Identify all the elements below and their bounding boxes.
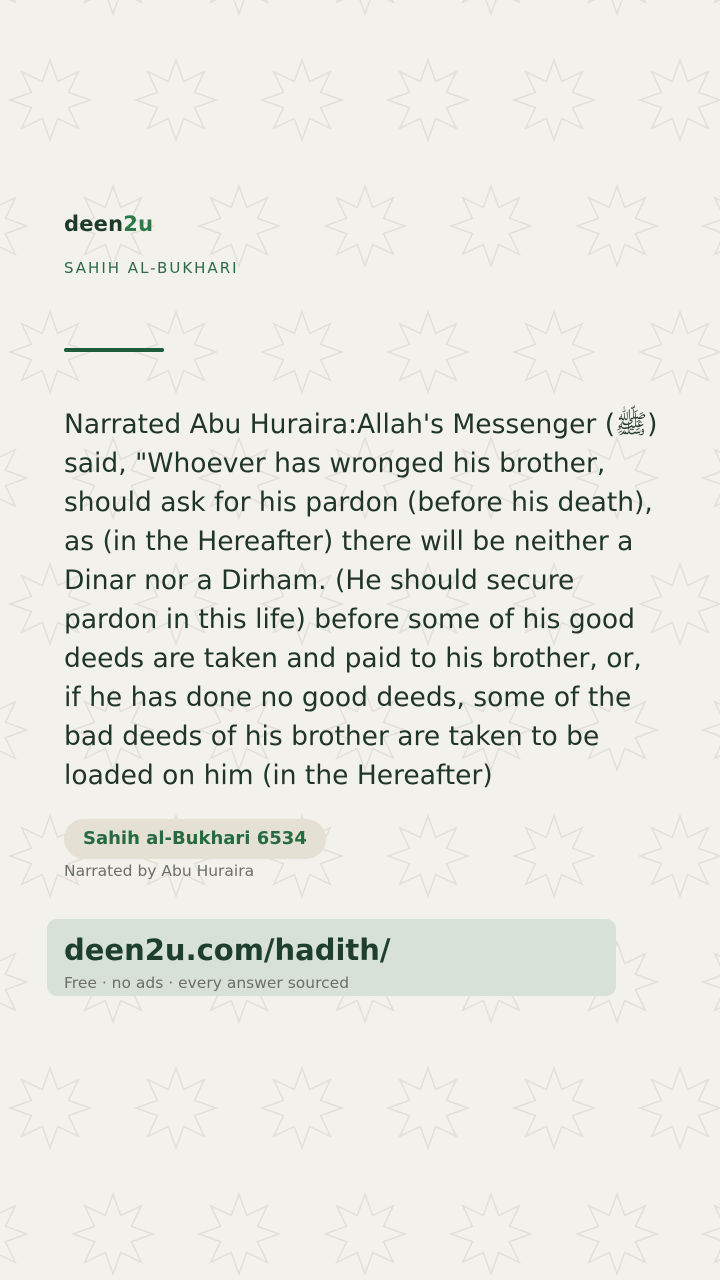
cta-url-link[interactable]: deen2u.com/hadith/ [64,933,391,967]
cta-tagline: Free · no ads · every answer sourced [64,974,350,992]
narrator-label: Narrated by Abu Huraira [64,862,255,880]
cta-link-box[interactable] [47,919,616,996]
brand-logo [64,212,153,236]
collection-label: SAHIH AL-BUKHARI [64,259,239,277]
reference-badge: Sahih al-Bukhari 6534 [64,819,326,859]
brand-name-part1: deen [64,212,124,236]
hadith-text: Narrated Abu Huraira:Allah's Messenger (ﷺ) said, "Whoever has wronged his brother, should ask for his pardon (before his death), as (in the Hereafter) there will be neither a Dinar nor a Dirham. (He should secure pardon in this life) before some of his good deeds are taken and paid to his brother, or, if he has done no good deeds, some of the bad deeds of his brother are taken to be loaded on him (in the Hereafter) [64,409,658,791]
brand-name-part2: 2u [123,212,154,236]
divider [64,348,164,352]
